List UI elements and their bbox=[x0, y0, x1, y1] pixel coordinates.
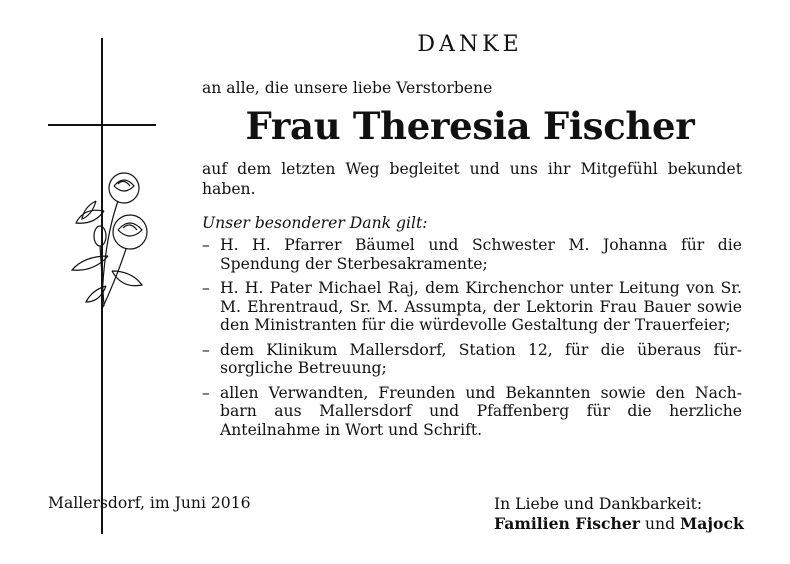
cross-with-roses-icon bbox=[48, 36, 158, 536]
signature-block bbox=[494, 494, 744, 534]
list-item bbox=[202, 384, 742, 440]
list-item-text: H. H. Pater Michael Raj, dem Kirchenchor unter Leitung von Sr. M. Ehrentraud, Sr. M. Assumpta, der Lektorin Frau Bauer sowie den Ministranten für die würdevolle Gestaltung der Trauerfeier; bbox=[220, 279, 742, 334]
thanks-list bbox=[202, 236, 742, 445]
list-item bbox=[202, 236, 742, 273]
list-item bbox=[202, 341, 742, 378]
closing-text: In Liebe und Dankbarkeit: bbox=[494, 495, 703, 513]
list-item-text: H. H. Pfarrer Bäumel und Schwester M. Johanna für die Spendung der Sterbesakramente; bbox=[220, 236, 742, 273]
list-item-text: dem Klinikum Mallersdorf, Station 12, für die überaus für- sorgliche Betreuung; bbox=[220, 340, 742, 377]
thanks-intro: Unser besonderer Dank gilt: bbox=[202, 214, 428, 232]
follow-text: auf dem letzten Weg begleitet und uns ihr Mitgefühl bekundet haben. bbox=[202, 160, 742, 198]
family-names bbox=[494, 514, 744, 534]
list-item bbox=[202, 279, 742, 335]
and-word: und bbox=[645, 515, 676, 533]
deceased-name: Frau Theresia Fischer bbox=[245, 104, 695, 148]
bullet-dash: – bbox=[202, 236, 210, 254]
bullet-dash: – bbox=[202, 383, 210, 402]
intro-text: an alle, die unsere liebe Verstorbene bbox=[202, 79, 493, 97]
place-date: Mallersdorf, im Juni 2016 bbox=[48, 494, 251, 512]
family-name-2: Majock bbox=[680, 514, 744, 533]
bullet-dash: – bbox=[202, 340, 210, 359]
notice-heading: DANKE bbox=[417, 32, 523, 57]
bullet-dash: – bbox=[202, 279, 210, 297]
family-name-1: Familien Fischer bbox=[494, 514, 641, 533]
list-item-text: allen Verwandten, Freunden und Bekannten sowie den Nach- barn aus Mallersdorf und Pfaffenberg für die herzliche Anteilnahme in Wort und Schrift. bbox=[220, 383, 742, 439]
